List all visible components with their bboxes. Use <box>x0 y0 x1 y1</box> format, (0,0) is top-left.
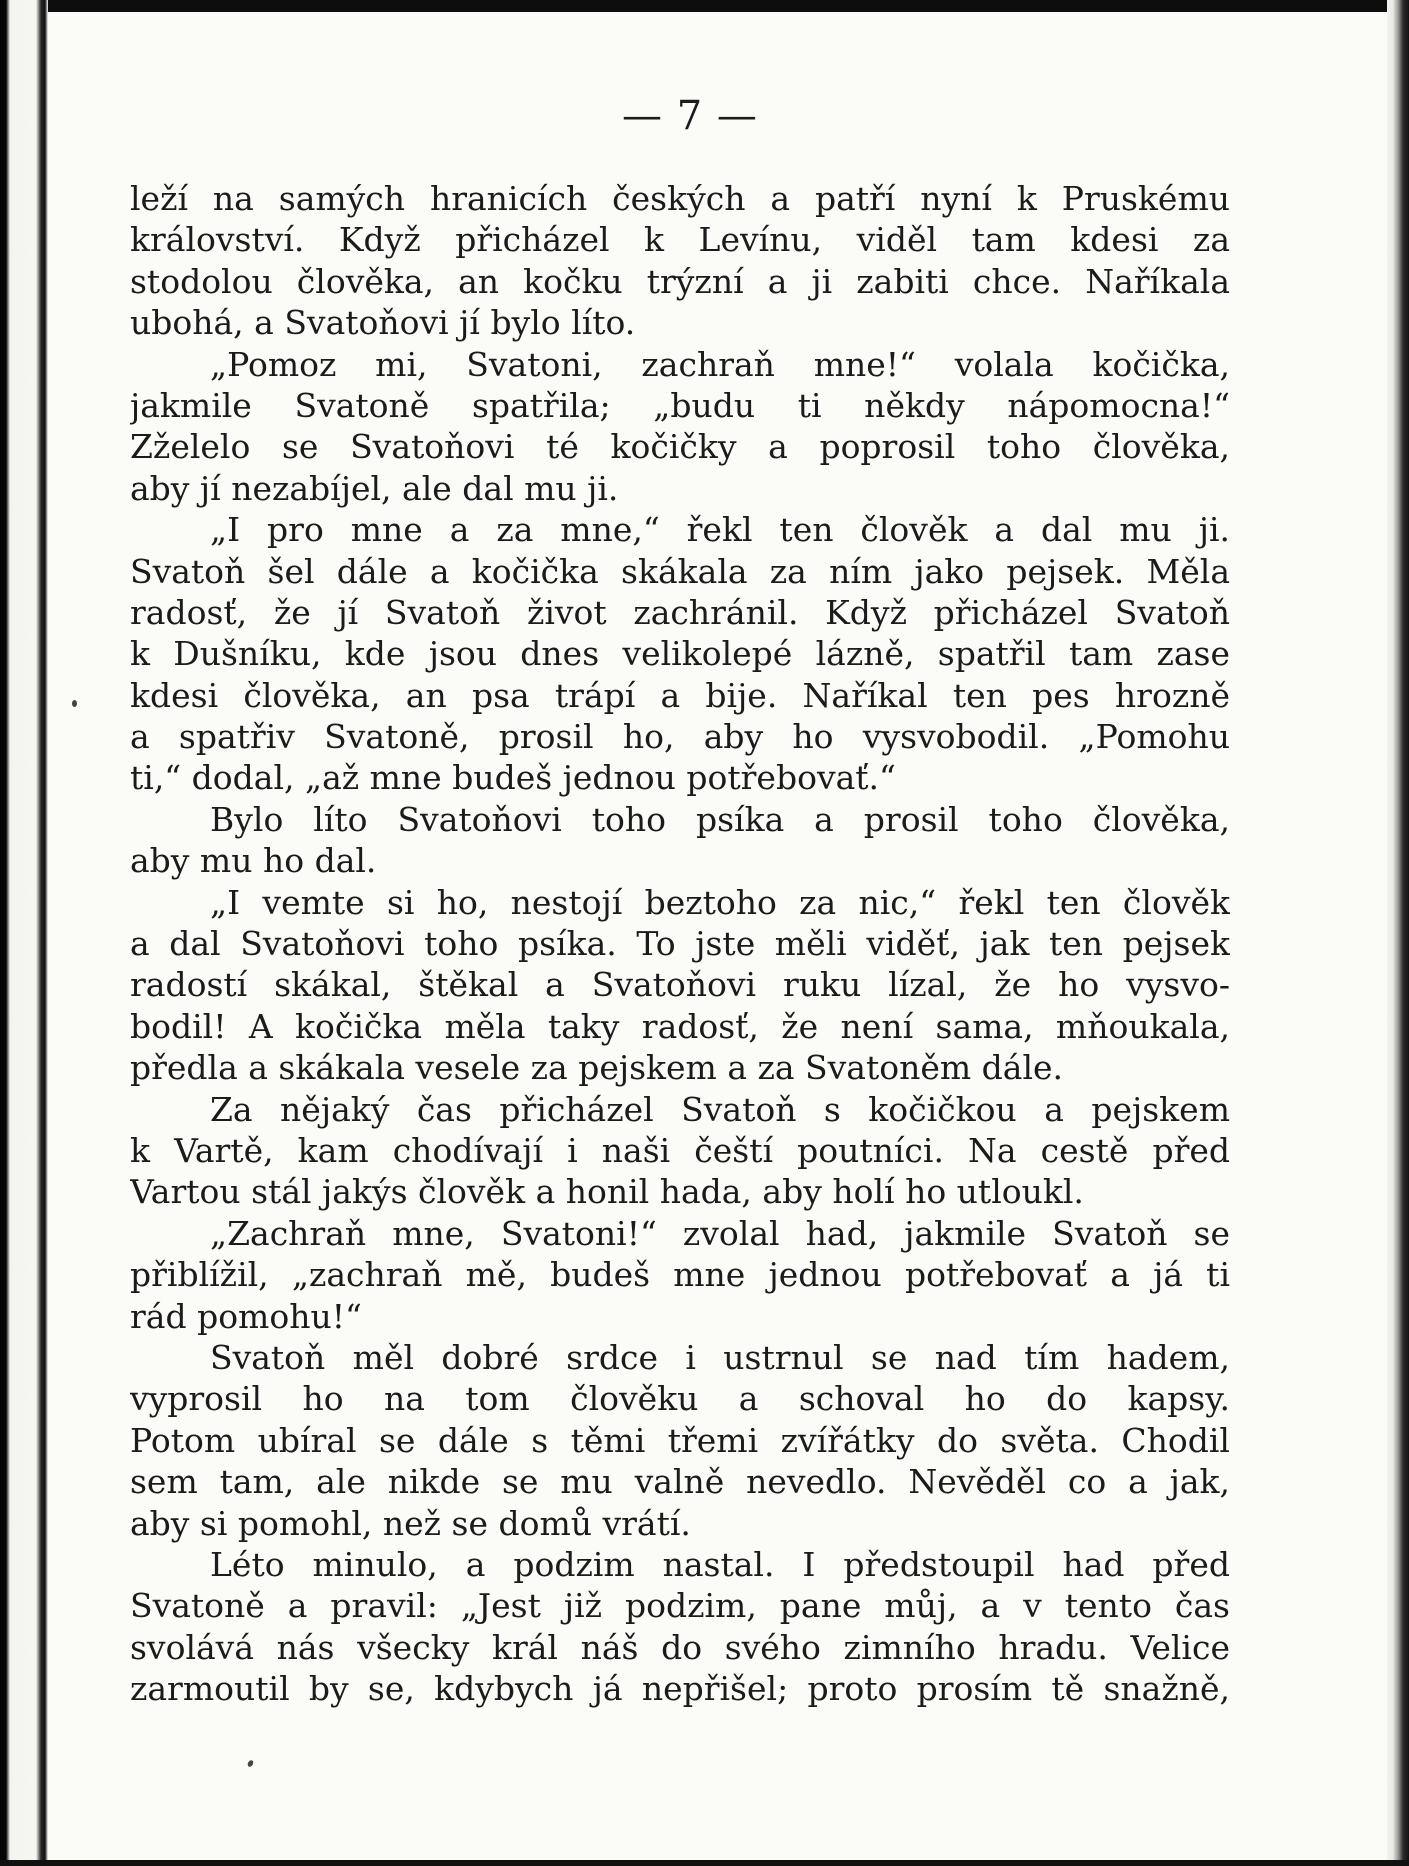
text-line: k Vartě, kam chodívají i naši čeští poutníci. Na cestě před <box>130 1130 1230 1170</box>
text-line: ubohá, a Svatoňovi jí bylo líto. <box>130 303 636 343</box>
text-line: bodil! A kočička měla taky radosť, že není sama, mňoukala, <box>130 1006 1230 1046</box>
text-line: stodolou člověka, an kočku trýzní a ji zabiti chce. Naříkala <box>130 261 1230 301</box>
text-line: k Dušníku, kde jsou dnes velikolepé lázně, spatřil tam zase <box>130 634 1230 674</box>
text-line: „I pro mne a za mne,“ řekl ten člověk a dal mu ji. <box>210 510 1230 550</box>
scan-border-bottom <box>0 1860 1409 1866</box>
text-line: sem tam, ale nikde se mu valně nevedlo. Nevěděl co a jak, <box>130 1462 1230 1502</box>
text-line: kdesi člověka, an psa trápí a bije. Naříkal ten pes hrozně <box>130 675 1230 715</box>
text-line: zarmoutil by se, kdybych já nepřišel; proto prosím tě snažně, <box>130 1669 1230 1709</box>
text-line: radostí skákal, štěkal a Svatoňovi ruku lízal, že ho vysvo- <box>130 965 1230 1005</box>
scan-border-left <box>0 0 48 1866</box>
text-line: království. Když přicházel k Levínu, viděl tam kdesi za <box>130 220 1230 260</box>
text-line: svolává nás všecky král náš do svého zimního hradu. Velice <box>130 1627 1230 1667</box>
ink-speck <box>247 1759 255 1768</box>
text-line: přiblížil, „zachraň mě, budeš mne jednou potřebovať a já ti <box>130 1255 1230 1295</box>
ink-speck <box>72 700 77 707</box>
text-line: a spatřiv Svatoně, prosil ho, aby ho vysvobodil. „Pomohu <box>130 717 1230 757</box>
text-line: Bylo líto Svatoňovi toho psíka a prosil toho člověka, <box>210 799 1230 839</box>
text-line: Svatoň měl dobré srdce i ustrnul se nad tím hadem, <box>210 1337 1230 1377</box>
text-line: „I vemte si ho, nestojí beztoho za nic,“ řekl ten člověk <box>210 882 1230 922</box>
scan-border-right <box>1387 0 1409 1866</box>
page-number: — 7 — <box>622 93 758 139</box>
scan-border-top <box>0 0 1409 12</box>
text-line: Svatoň šel dále a kočička skákala za ním jako pejsek. Měla <box>130 551 1230 591</box>
text-line: ti,“ dodal, „až mne budeš jednou potřebovať.“ <box>130 758 896 798</box>
text-line: Potom ubíral se dále s těmi třemi zvířátky do světa. Chodil <box>130 1420 1230 1460</box>
text-line: aby si pomohl, než se domů vrátí. <box>130 1503 691 1543</box>
text-line: rád pomohu!“ <box>130 1296 362 1336</box>
body-text <box>130 178 1230 1709</box>
text-line: jakmile Svatoně spatřila; „budu ti někdy nápomocna!“ <box>130 385 1230 425</box>
text-line: aby mu ho dal. <box>130 841 377 881</box>
text-line: Svatoně a pravil: „Jest již podzim, pane můj, a v tento čas <box>130 1586 1230 1626</box>
text-line: Léto minulo, a podzim nastal. I předstoupil had před <box>210 1544 1230 1584</box>
text-line: vyprosil ho na tom člověku a schoval ho do kapsy. <box>130 1379 1230 1419</box>
text-line: a dal Svatoňovi toho psíka. To jste měli viděť, jak ten pejsek <box>130 924 1230 964</box>
text-line: aby jí nezabíjel, ale dal mu ji. <box>130 468 619 508</box>
text-line: Zželelo se Svatoňovi té kočičky a poprosil toho člověka, <box>130 427 1230 467</box>
text-line: Za nějaký čas přicházel Svatoň s kočičkou a pejskem <box>210 1089 1230 1129</box>
text-line: leží na samých hranicích českých a patří nyní k Pruskému <box>130 179 1230 218</box>
text-line: předla a skákala vesele za pejskem a za Svatoněm dále. <box>130 1048 1064 1088</box>
text-line: „Zachraň mne, Svatoni!“ zvolal had, jakmile Svatoň se <box>210 1213 1230 1253</box>
text-line: „Pomoz mi, Svatoni, zachraň mne!“ volala kočička, <box>210 344 1230 384</box>
text-line: Vartou stál jakýs člověk a honil hada, aby holí ho utloukl. <box>130 1172 1084 1212</box>
text-line: radosť, že jí Svatoň život zachránil. Když přicházel Svatoň <box>130 592 1230 632</box>
